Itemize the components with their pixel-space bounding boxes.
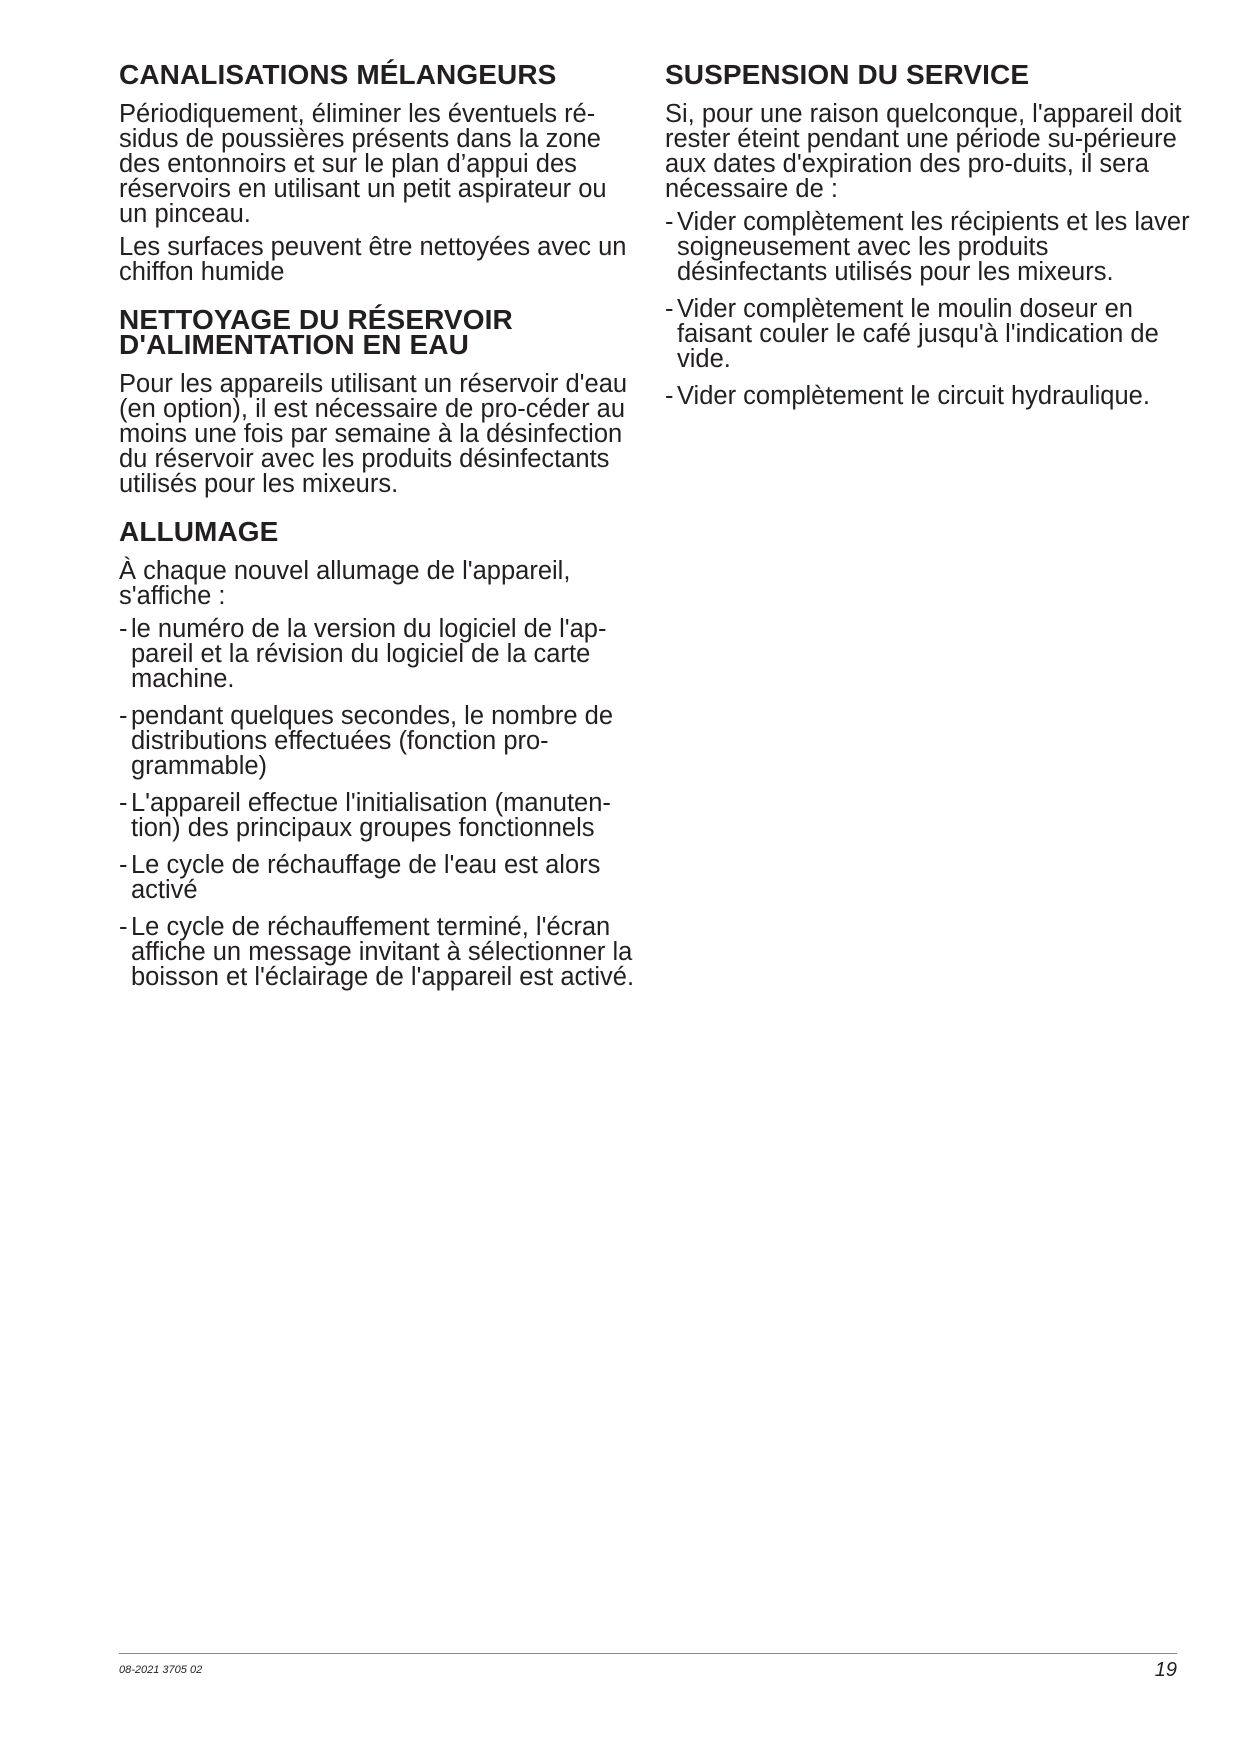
bullet-dash: - — [119, 913, 128, 941]
paragraph: Les surfaces peuvent être nettoyées avec un chiffon humide — [119, 233, 627, 286]
list-item-text: pendant quelques secondes, le nombre de distributions effectuées (fonction pro-grammable) — [131, 702, 614, 780]
bullet-dash: - — [665, 295, 674, 323]
list-item — [119, 704, 639, 779]
section-canalisations-melangeurs — [119, 59, 639, 286]
bullet-list — [665, 210, 1195, 409]
document-code: 08-2021 3705 02 — [119, 1664, 203, 1676]
paragraph: Si, pour une raison quelconque, l'appareil doit rester éteint pendant une période su-périeure aux dates d'expiration des pro-duits, il sera nécessaire de : — [665, 100, 1182, 203]
section-suspension-du-service — [665, 59, 1195, 410]
bullet-dash: - — [119, 702, 128, 730]
list-item-text: L'appareil effectue l'initialisation (manuten-tion) des principaux groupes fonctionnels — [131, 789, 611, 842]
bullet-dash: - — [665, 208, 674, 236]
list-item-text: Le cycle de réchauffage de l'eau est alors activé — [131, 851, 601, 904]
page-footer — [119, 1653, 1177, 1681]
bullet-dash: - — [119, 789, 128, 817]
list-item — [119, 791, 639, 841]
section-title: CANALISATIONS MÉLANGEURS — [119, 59, 557, 90]
page-number: 19 — [1154, 1659, 1177, 1681]
section-nettoyage-reservoir — [119, 304, 639, 498]
bullet-dash: - — [665, 382, 674, 410]
section-title: ALLUMAGE — [119, 516, 279, 547]
paragraph: Périodiquement, éliminer les éventuels ré-sidus de poussières présents dans la zone des entonnoirs et sur le plan d’appui des réservoirs en utilisant un petit aspirateur ou un pinceau. — [119, 100, 607, 228]
list-item-text: Vider complètement les récipients et les laver soigneusement avec les produits désinfectants utilisés pour les mixeurs. — [677, 208, 1190, 286]
paragraph: À chaque nouvel allumage de l'appareil, s'affiche : — [119, 557, 571, 610]
list-item-text: le numéro de la version du logiciel de l'ap-pareil et la révision du logiciel de la carte machine. — [131, 615, 607, 693]
list-item — [665, 297, 1195, 372]
section-allumage — [119, 516, 639, 991]
list-item — [119, 853, 639, 903]
list-item — [119, 617, 639, 692]
bullet-dash: - — [119, 615, 128, 643]
left-column — [119, 59, 639, 1012]
list-item — [665, 384, 1195, 409]
list-item-text: Vider complètement le circuit hydraulique. — [677, 382, 1150, 410]
list-item-text: Le cycle de réchauffement terminé, l'écran affiche un message invitant à sélectionner la boisson et l'éclairage de l'appareil est activé. — [131, 913, 635, 991]
bullet-list — [119, 617, 639, 990]
list-item — [119, 915, 639, 990]
list-item-text: Vider complètement le moulin doseur en faisant couler le café jusqu'à l'indication de vide. — [677, 295, 1159, 373]
section-title: SUSPENSION DU SERVICE — [665, 59, 1030, 90]
bullet-dash: - — [119, 851, 128, 879]
right-column — [665, 59, 1195, 431]
paragraph: Pour les appareils utilisant un réservoir d'eau (en option), il est nécessaire de pro-céder au moins une fois par semaine à la désinfection du réservoir avec les produits désinfectants utilisés pour les mixeurs. — [119, 370, 628, 498]
section-title: NETTOYAGE DU RÉSERVOIR D'ALIMENTATION EN EAU — [119, 304, 513, 360]
list-item — [665, 210, 1195, 285]
